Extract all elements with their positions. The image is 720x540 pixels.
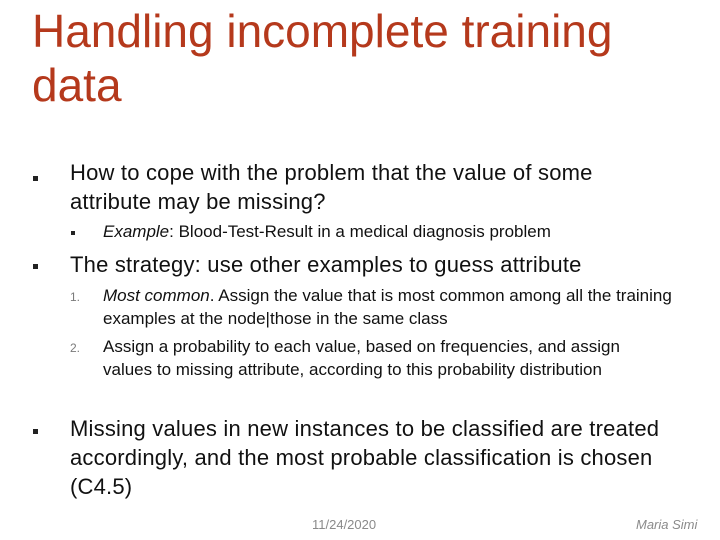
- example-text: [103, 220, 693, 243]
- slide-title: Handling incomplete training data: [32, 5, 613, 111]
- numbered-item-text: Assign a probability to each value, based on frequencies, and assign values to missing attribute, according to this probability distribution: [103, 337, 620, 379]
- item-body: . Assign the value that is most common among all the training examples at the node|those in the same class: [103, 286, 672, 328]
- list-number: 2.: [70, 341, 81, 355]
- bullet-text: Missing values in new instances to be classified are treated accordingly, and the most probable classification is chosen (C4.5): [70, 416, 660, 499]
- sub-bullet-marker: [71, 231, 75, 235]
- item-lead: Most common: [103, 286, 210, 305]
- bullet-marker: [33, 429, 38, 434]
- bullet-text: The strategy: use other examples to guess attribute: [70, 252, 582, 277]
- example-body: : Blood-Test-Result in a medical diagnosis problem: [169, 222, 551, 241]
- bullet-text: How to cope with the problem that the value of some attribute may be missing?: [70, 160, 593, 214]
- footer-date: 11/24/2020: [312, 517, 377, 532]
- bullet-marker: [33, 176, 38, 181]
- list-number: 1.: [70, 290, 81, 304]
- numbered-item-text: [103, 284, 673, 330]
- example-label: Example: [103, 222, 170, 241]
- footer-author: Maria Simi: [636, 517, 698, 532]
- bullet-marker: [33, 264, 38, 269]
